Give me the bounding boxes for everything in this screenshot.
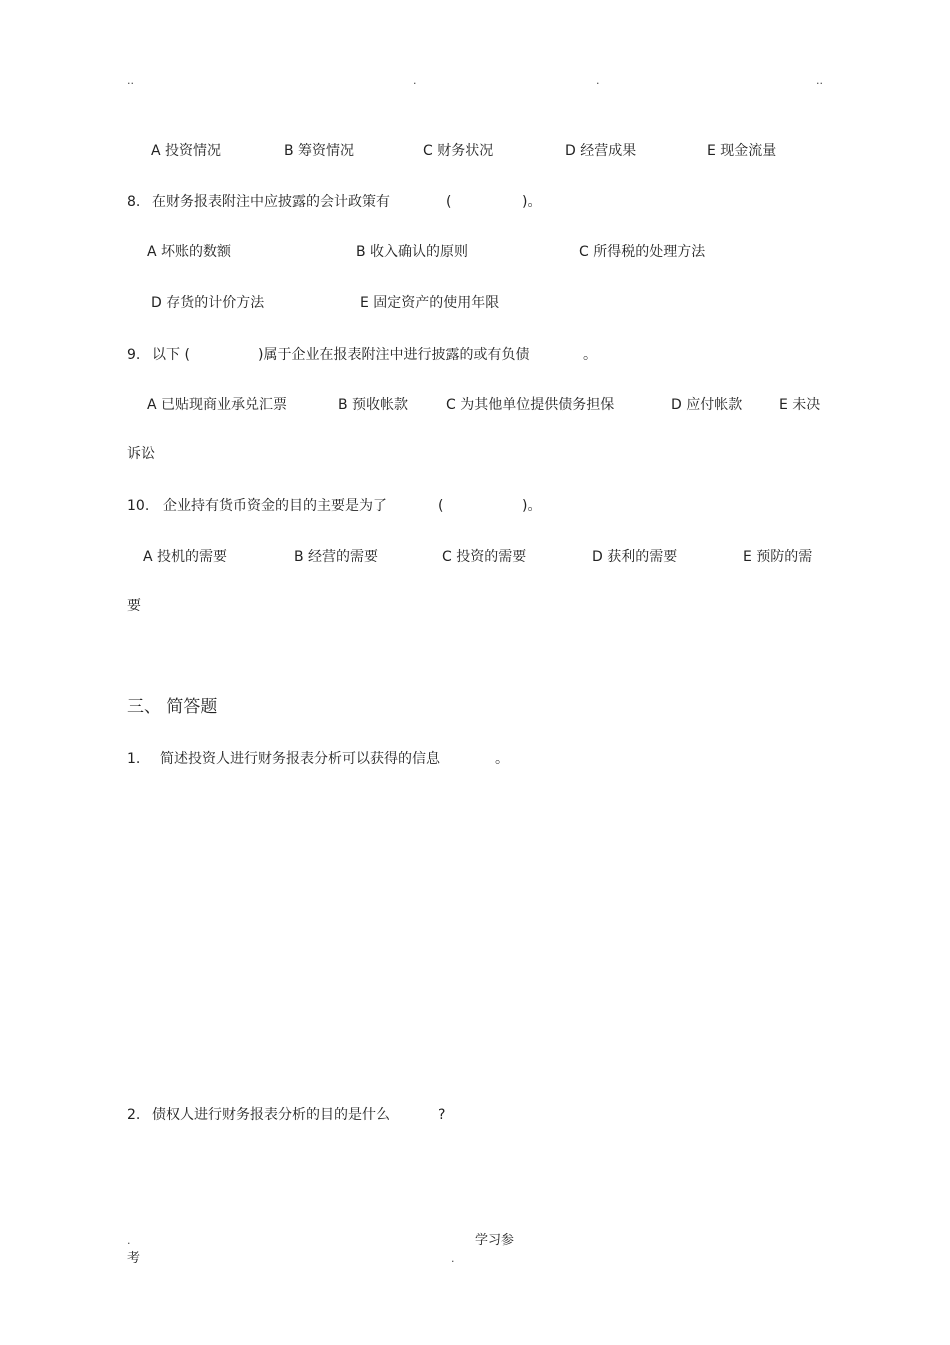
s3-q2-number: 2. xyxy=(127,1107,141,1123)
q9-text-before: 以下 ( xyxy=(152,347,190,363)
q7-option-d: D 经营成果 xyxy=(565,143,637,159)
q9-continuation: 诉讼 xyxy=(127,446,155,462)
q8-option-b: B 收入确认的原则 xyxy=(356,244,469,260)
q8-option-a: A 坏账的数额 xyxy=(147,244,232,260)
q10-paren-open: ( xyxy=(438,498,444,514)
q8-option-c: C 所得税的处理方法 xyxy=(579,244,706,260)
q7-option-e: E 现金流量 xyxy=(707,143,777,159)
header-dot-center-right: . xyxy=(596,74,600,87)
q8-option-d: D 存货的计价方法 xyxy=(151,295,265,311)
q10-option-e: E 预防的需 xyxy=(743,549,813,565)
q10-option-a: A 投机的需要 xyxy=(143,549,228,565)
q8-paren-close: )。 xyxy=(522,194,542,210)
s3-q1-text: 简述投资人进行财务报表分析可以获得的信息 xyxy=(160,751,440,767)
footer-center: 学习参 xyxy=(475,1233,515,1248)
q10-option-b: B 经营的需要 xyxy=(294,549,379,565)
q9-option-b: B 预收帐款 xyxy=(338,397,409,413)
q7-option-c: C 财务状况 xyxy=(423,143,494,159)
footer-dot-right: . xyxy=(451,1252,455,1265)
q8-option-e: E 固定资产的使用年限 xyxy=(360,295,500,311)
q7-option-a: A 投资情况 xyxy=(151,143,222,159)
q10-number: 10. xyxy=(127,498,150,514)
header-dots-left: .. xyxy=(127,74,134,87)
s3-q1-period: 。 xyxy=(495,751,509,767)
q9-number: 9. xyxy=(127,347,141,363)
q8-text: 在财务报表附注中应披露的会计政策有 xyxy=(152,194,390,210)
q9-option-c: C 为其他单位提供债务担保 xyxy=(446,397,615,413)
footer-left: 考 xyxy=(127,1251,141,1266)
q10-continuation: 要 xyxy=(127,598,141,614)
header-dots-right: .. xyxy=(816,74,823,87)
q9-option-a: A 已贴现商业承兑汇票 xyxy=(147,397,288,413)
s3-q2-mark: ? xyxy=(438,1107,446,1123)
q10-text: 企业持有货币资金的目的主要是为了 xyxy=(163,498,387,514)
q10-option-d: D 获利的需要 xyxy=(592,549,678,565)
footer-dot-left: . xyxy=(127,1234,131,1247)
q10-paren-close: )。 xyxy=(522,498,542,514)
q9-option-d: D 应付帐款 xyxy=(671,397,743,413)
q7-option-b: B 筹资情况 xyxy=(284,143,355,159)
s3-q1-number: 1. xyxy=(127,751,141,767)
q9-text-after: )属于企业在报表附注中进行披露的或有负债 xyxy=(258,347,530,363)
section-title: 三、 简答题 xyxy=(127,697,218,717)
q8-number: 8. xyxy=(127,194,141,210)
q9-option-e: E 未决 xyxy=(779,397,821,413)
s3-q2-text: 债权人进行财务报表分析的目的是什么 xyxy=(152,1107,390,1123)
header-dot-center-left: . xyxy=(413,74,417,87)
q10-option-c: C 投资的需要 xyxy=(442,549,527,565)
q8-paren-open: ( xyxy=(446,194,452,210)
q9-period: 。 xyxy=(583,347,597,363)
